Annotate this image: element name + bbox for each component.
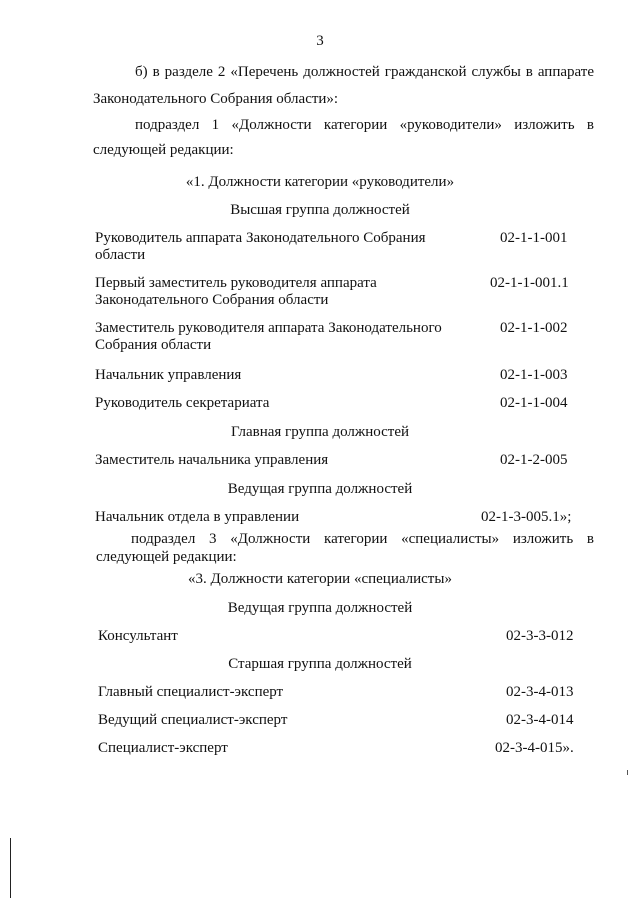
subsection1-line1: подраздел 1 «Должности категории «руководители» изложить в bbox=[135, 117, 594, 133]
section3-group-heading-senior: Старшая группа должностей bbox=[228, 656, 412, 672]
subsection1-line2: следующей редакции: bbox=[93, 142, 234, 158]
position-code: 02-3-3-012 bbox=[506, 628, 574, 644]
section3-title: «3. Должности категории «специалисты» bbox=[188, 571, 452, 587]
position-name: Руководитель секретариата bbox=[95, 395, 270, 411]
section3-group-heading-leading: Ведущая группа должностей bbox=[227, 600, 413, 616]
page-number: 3 bbox=[316, 33, 324, 49]
position-code: 02-1-1-001 bbox=[500, 230, 568, 246]
position-name: Заместитель руководителя аппарата Законодательного bbox=[95, 320, 442, 336]
position-name: Специалист-эксперт bbox=[98, 740, 228, 756]
position-name: Консультант bbox=[98, 628, 178, 644]
position-name: Главный специалист-эксперт bbox=[98, 684, 284, 700]
scan-speck bbox=[627, 770, 628, 775]
intro-paragraph-line1: б) в разделе 2 «Перечень должностей гражданской службы в аппарате bbox=[135, 64, 594, 80]
position-name-cont: области bbox=[95, 247, 146, 263]
subsection3-line1: подраздел 3 «Должности категории «специалисты» изложить в bbox=[131, 531, 594, 547]
position-code: 02-1-2-005 bbox=[500, 452, 568, 468]
position-code: 02-1-1-001.1 bbox=[490, 275, 569, 291]
scan-edge-line bbox=[10, 838, 11, 898]
position-code: 02-3-4-014 bbox=[506, 712, 574, 728]
position-name: Руководитель аппарата Законодательного Собрания bbox=[95, 230, 426, 246]
position-name: Начальник отдела в управлении bbox=[95, 509, 300, 525]
position-name-cont: Законодательного Собрания области bbox=[95, 292, 329, 308]
position-code: 02-1-3-005.1»; bbox=[481, 509, 572, 525]
section1-group-heading-leading: Ведущая группа должностей bbox=[227, 481, 413, 497]
position-name: Первый заместитель руководителя аппарата bbox=[95, 275, 377, 291]
position-name: Заместитель начальника управления bbox=[95, 452, 329, 468]
position-code: 02-1-1-002 bbox=[500, 320, 568, 336]
section1-group-heading-main: Главная группа должностей bbox=[230, 424, 410, 440]
intro-paragraph-line2: Законодательного Собрания области»: bbox=[93, 91, 339, 107]
position-name-cont: Собрания области bbox=[95, 337, 212, 353]
position-name: Ведущий специалист-эксперт bbox=[98, 712, 288, 728]
section1-group-heading-higher: Высшая группа должностей bbox=[230, 202, 410, 218]
position-code: 02-3-4-013 bbox=[506, 684, 574, 700]
position-code: 02-1-1-003 bbox=[500, 367, 568, 383]
position-code: 02-1-1-004 bbox=[500, 395, 568, 411]
position-name: Начальник управления bbox=[95, 367, 242, 383]
position-code: 02-3-4-015». bbox=[495, 740, 574, 756]
section1-title: «1. Должности категории «руководители» bbox=[185, 174, 455, 190]
subsection3-line2: следующей редакции: bbox=[96, 549, 237, 565]
